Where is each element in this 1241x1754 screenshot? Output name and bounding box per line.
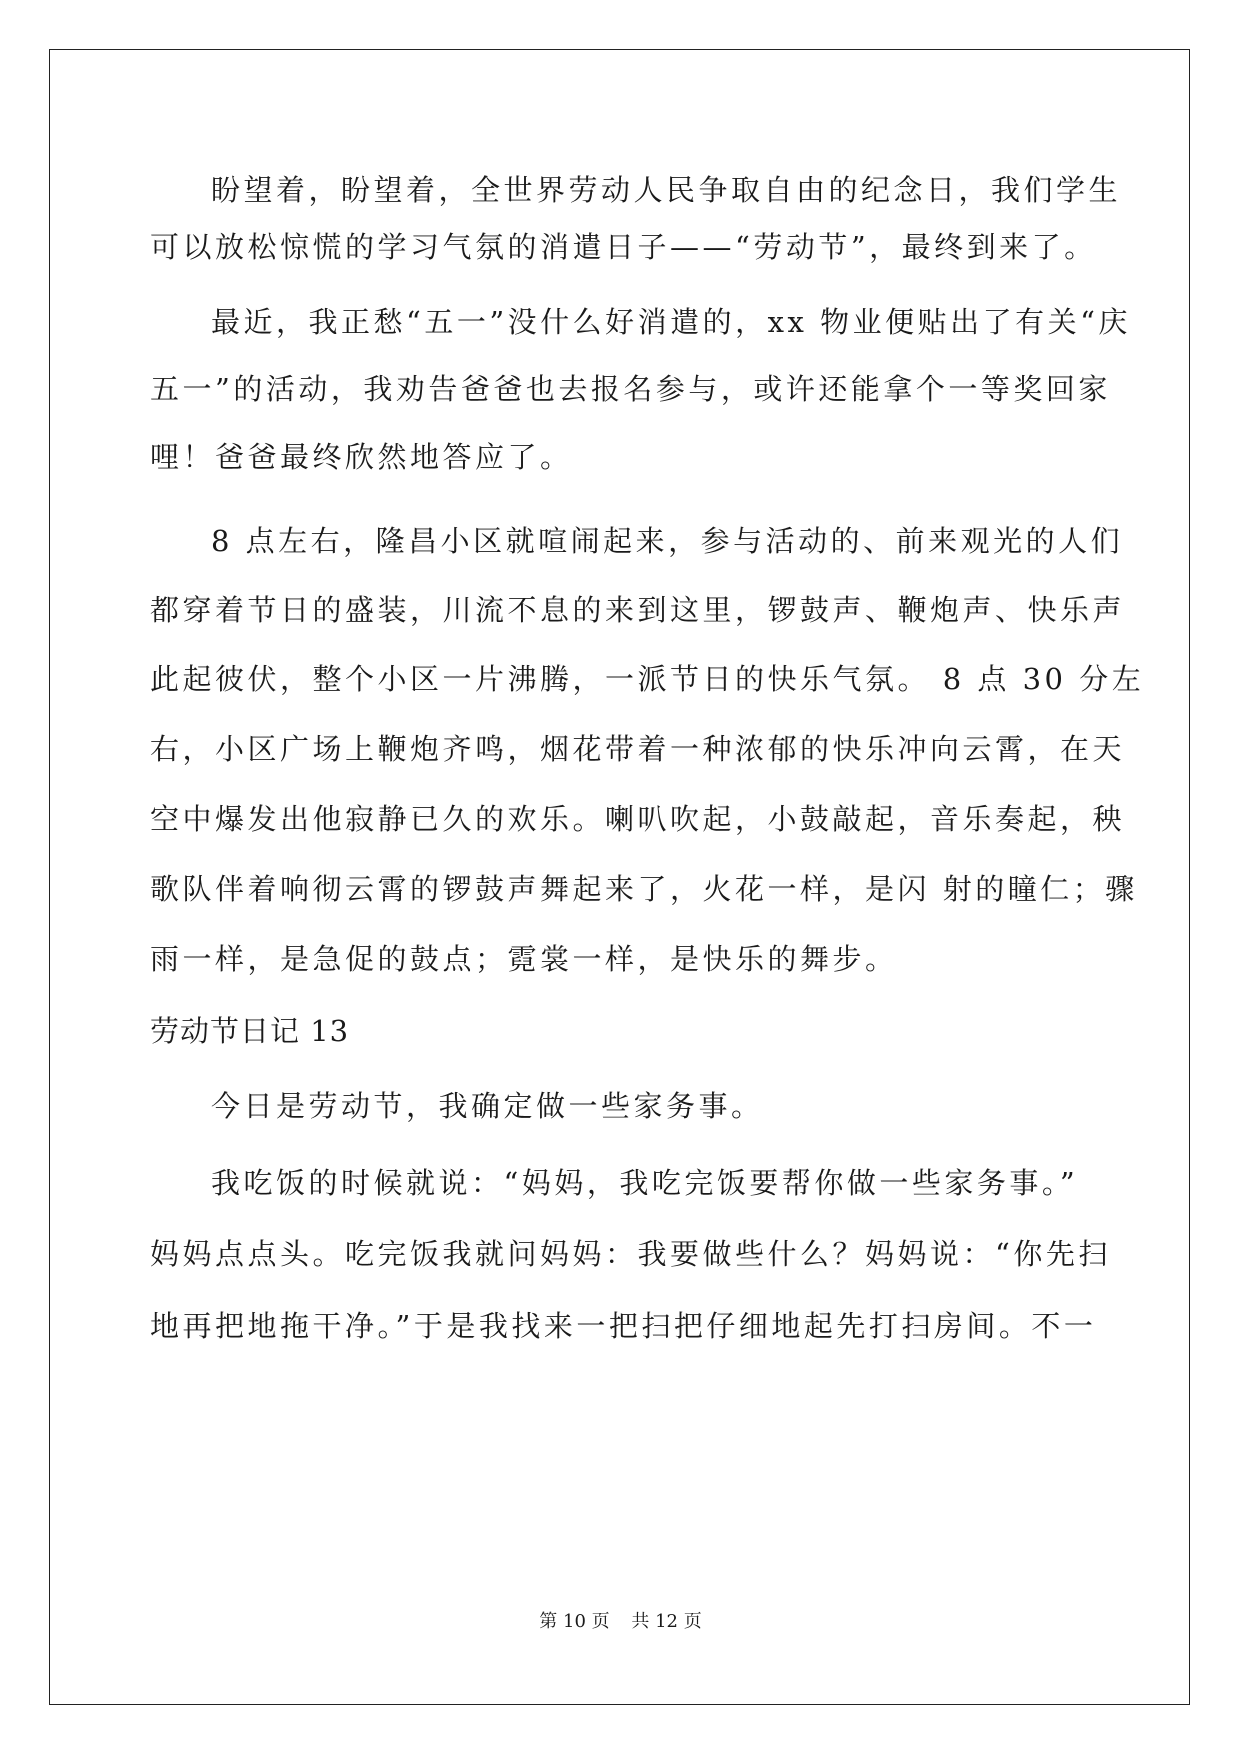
paragraph-line: 此起彼伏，整个小区一片沸腾，一派节日的快乐气氛。 8 点 30 分左: [150, 662, 1145, 696]
section-heading: 劳动节日记 13: [150, 1014, 350, 1048]
paragraph-line: 最近，我正愁“五一”没什么好消遣的，xx 物业便贴出了有关“庆: [211, 305, 1131, 339]
paragraph-line: 雨一样，是急促的鼓点；霓裳一样，是快乐的舞步。: [150, 942, 898, 976]
paragraph-line: 都穿着节日的盛装，川流不息的来到这里，锣鼓声、鞭炮声、快乐声: [150, 593, 1126, 627]
paragraph-line: 哩！爸爸最终欣然地答应了。: [150, 440, 573, 474]
paragraph-line: 盼望着，盼望着，全世界劳动人民争取自由的纪念日，我们学生: [211, 173, 1122, 207]
paragraph-line: 右，小区广场上鞭炮齐鸣，烟花带着一种浓郁的快乐冲向云霄，在天: [150, 732, 1126, 766]
paragraph-line: 今日是劳动节，我确定做一些家务事。: [211, 1089, 764, 1123]
paragraph-line: 地再把地拖干净。”于是我找来一把扫把仔细地起先打扫房间。不一: [150, 1309, 1097, 1343]
page-footer: [0, 1610, 1241, 1634]
paragraph-line: 我吃饭的时候就说：“妈妈，我吃完饭要帮你做一些家务事。”: [211, 1166, 1079, 1200]
paragraph-line: 8 点左右，隆昌小区就喧闹起来，参与活动的、前来观光的人们: [211, 524, 1124, 558]
paragraph-line: 歌队伴着响彻云霄的锣鼓声舞起来了，火花一样，是闪 射的瞳仁；骤: [150, 872, 1138, 906]
page-number: 第 10 页: [539, 1611, 610, 1632]
page-total: 共 12 页: [631, 1611, 702, 1632]
paragraph-line: 空中爆发出他寂静已久的欢乐。喇叭吹起，小鼓敲起，音乐奏起，秧: [150, 802, 1126, 836]
paragraph-line: 可以放松惊慌的学习气氛的消遣日子——“劳动节”，最终到来了。: [150, 230, 1097, 264]
paragraph-line: 五一”的活动，我劝告爸爸也去报名参与，或许还能拿个一等奖回家: [150, 372, 1111, 406]
paragraph-line: 妈妈点点头。吃完饭我就问妈妈：我要做些什么？妈妈说：“你先扫: [150, 1237, 1111, 1271]
